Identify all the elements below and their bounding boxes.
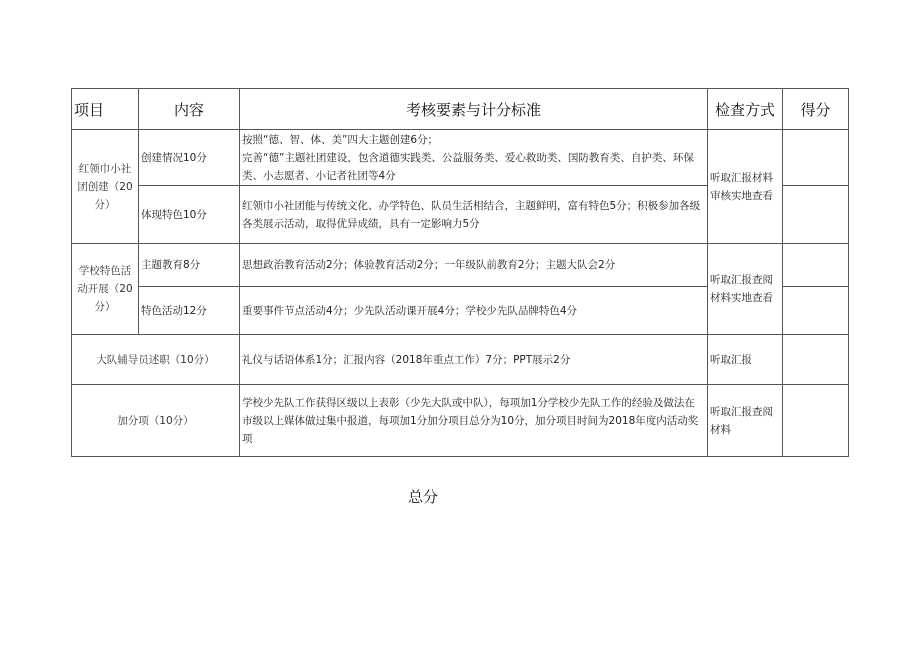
item-cell: 学校特色活动开展（20分） xyxy=(72,244,139,335)
criteria-cell: 学校少先队工作获得区级以上表彰（少先大队或中队），每项加1分学校少先队工作的经验及做法在市级以上媒体做过集中报道，每项加1分加分项目总分为10分，加分项目时间为2018年度内活动奖项 xyxy=(240,385,708,457)
score-cell[interactable] xyxy=(783,335,849,385)
score-cell[interactable] xyxy=(783,130,849,186)
sub-item-cell: 主题教育8分 xyxy=(139,244,240,287)
table-row xyxy=(72,244,849,287)
method-cell: 听取汇报查阅材料 xyxy=(708,385,783,457)
criteria-line: 完善“德”主题社团建设，包含道德实践类、公益服务类、爱心救助类、国防教育类、自护类、环保类、小志愿者、小记者社团等4分 xyxy=(242,151,694,182)
header-row xyxy=(72,89,849,130)
method-cell: 听取汇报 xyxy=(708,335,783,385)
header-method: 检查方式 xyxy=(708,89,783,130)
header-project: 项目 xyxy=(72,89,139,130)
table-row xyxy=(72,130,849,186)
item-cell: 大队辅导员述职（10分） xyxy=(72,335,240,385)
score-cell[interactable] xyxy=(783,244,849,287)
method-cell: 听取汇报查阅材料实地查看 xyxy=(708,244,783,335)
score-cell[interactable] xyxy=(783,287,849,335)
sub-item-cell: 创建情况10分 xyxy=(139,130,240,186)
header-content: 内容 xyxy=(139,89,240,130)
table-row xyxy=(72,335,849,385)
item-cell: 红领巾小社团创建（20分） xyxy=(72,130,139,244)
total-score-label: 总分 xyxy=(408,488,439,506)
header-criteria: 考核要素与计分标准 xyxy=(240,89,708,130)
criteria-cell xyxy=(240,130,708,186)
criteria-cell xyxy=(240,186,708,244)
score-cell[interactable] xyxy=(783,186,849,244)
criteria-cell xyxy=(240,287,708,335)
criteria-cell: 礼仪与话语体系1分；汇报内容（2018年重点工作）7分；PPT展示2分 xyxy=(240,335,708,385)
method-cell: 听取汇报材料审核实地查看 xyxy=(708,130,783,244)
scoring-table xyxy=(71,88,849,457)
table-row xyxy=(72,385,849,457)
criteria-line: 重要事件节点活动4分；少先队活动课开展4分；学校少先队品牌特色4分 xyxy=(242,304,578,317)
criteria-line: 按照“德、智、体、美”四大主题创建6分； xyxy=(242,133,439,146)
criteria-line: 红领巾小社团能与传统文化、办学特色、队员生活相结合，主题鲜明，富有特色5分；积极参加各级各类展示活动，取得优异成绩，具有一定影响力5分 xyxy=(242,199,701,230)
criteria-line: 思想政治教育活动2分；体验教育活动2分；一年级队前教育2分；主题大队会2分 xyxy=(242,259,616,271)
sub-item-cell: 特色活动12分 xyxy=(139,287,240,335)
sub-item-cell: 体现特色10分 xyxy=(139,186,240,244)
criteria-cell xyxy=(240,244,708,287)
header-score: 得分 xyxy=(783,89,849,130)
item-cell: 加分项（10分） xyxy=(72,385,240,457)
score-cell[interactable] xyxy=(783,385,849,457)
